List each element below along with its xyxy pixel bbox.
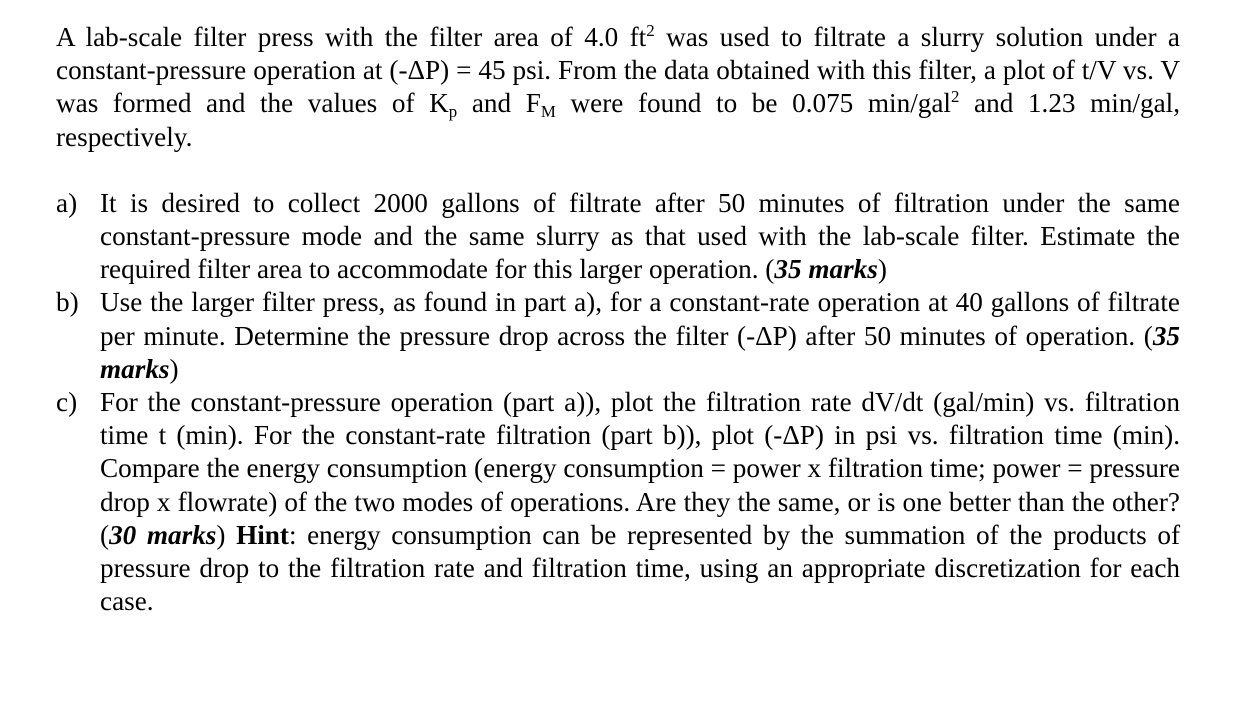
intro-exponent-1: 2 (646, 20, 655, 40)
part-b-text: Use the larger filter press, as found in part a), for a constant-rate operation at 40 gallons of filtrate per minute. Determine the pressure drop across the filter (-ΔP) after 50 minutes of operation. ( (100, 287, 1180, 351)
part-c-text: For the constant-pressure operation (part a)), plot the filtration rate dV/dt (gal/min) vs. filtration time t (min). For the constant-rate filtration (part b)), plot (-ΔP) in psi vs. filtration time (min). Compare the energy consumption (energy consumption = power x filtration time; power = pressure drop x flowrate) of the two modes of operations. Are they the same, or is one better than the other? ( (100, 387, 1180, 550)
part-a-marks: 35 marks (774, 254, 878, 285)
intro-text-1: A lab-scale filter press with the filter area of 4.0 ft (56, 22, 647, 52)
intro-text-3: and F (457, 88, 541, 119)
part-c-close: ) (216, 519, 237, 550)
question-parts-list (56, 187, 1180, 619)
question-part-a (56, 187, 1180, 287)
part-a-close: ) (877, 254, 887, 285)
part-a-text: It is desired to collect 2000 gallons of filtrate after 50 minutes of filtration under the same constant-pressure mode and the same slurry as that used with the lab-scale filter. Estimate the required filter area to accommodate for this larger operation. ( (100, 187, 1180, 285)
part-c-label: c) (56, 387, 78, 418)
question-part-c (56, 386, 1180, 618)
part-c-hint-label: Hint (236, 519, 289, 550)
part-a-label: a) (56, 187, 78, 218)
part-c-hint-text: : energy consumption can be represented by the summation of the products of pressure drop to the filtration rate and filtration time, using an appropriate discretization for each case. (100, 519, 1180, 617)
kp-subscript: p (448, 102, 458, 122)
fm-subscript: M (540, 102, 556, 122)
intro-paragraph (56, 21, 1180, 154)
intro-text-4: were found to be 0.075 min/gal (555, 88, 951, 119)
part-b-marks: 35 marks (100, 320, 1180, 384)
part-c-marks: 30 marks (109, 519, 217, 550)
part-b-label: b) (56, 287, 79, 318)
question-part-b (56, 286, 1180, 386)
intro-exponent-2: 2 (950, 86, 960, 106)
problem-statement (56, 21, 1180, 618)
part-b-close: ) (169, 353, 179, 384)
intro-text-5: and 1.23 min/gal, respectively. (56, 88, 1180, 152)
intro-text-2: was used to filtrate a slurry solution under a constant-pressure operation at (-ΔP) = 45 psi. From the data obtained with this filter, a plot of t/V vs. V was formed and the values of K (56, 22, 1180, 119)
